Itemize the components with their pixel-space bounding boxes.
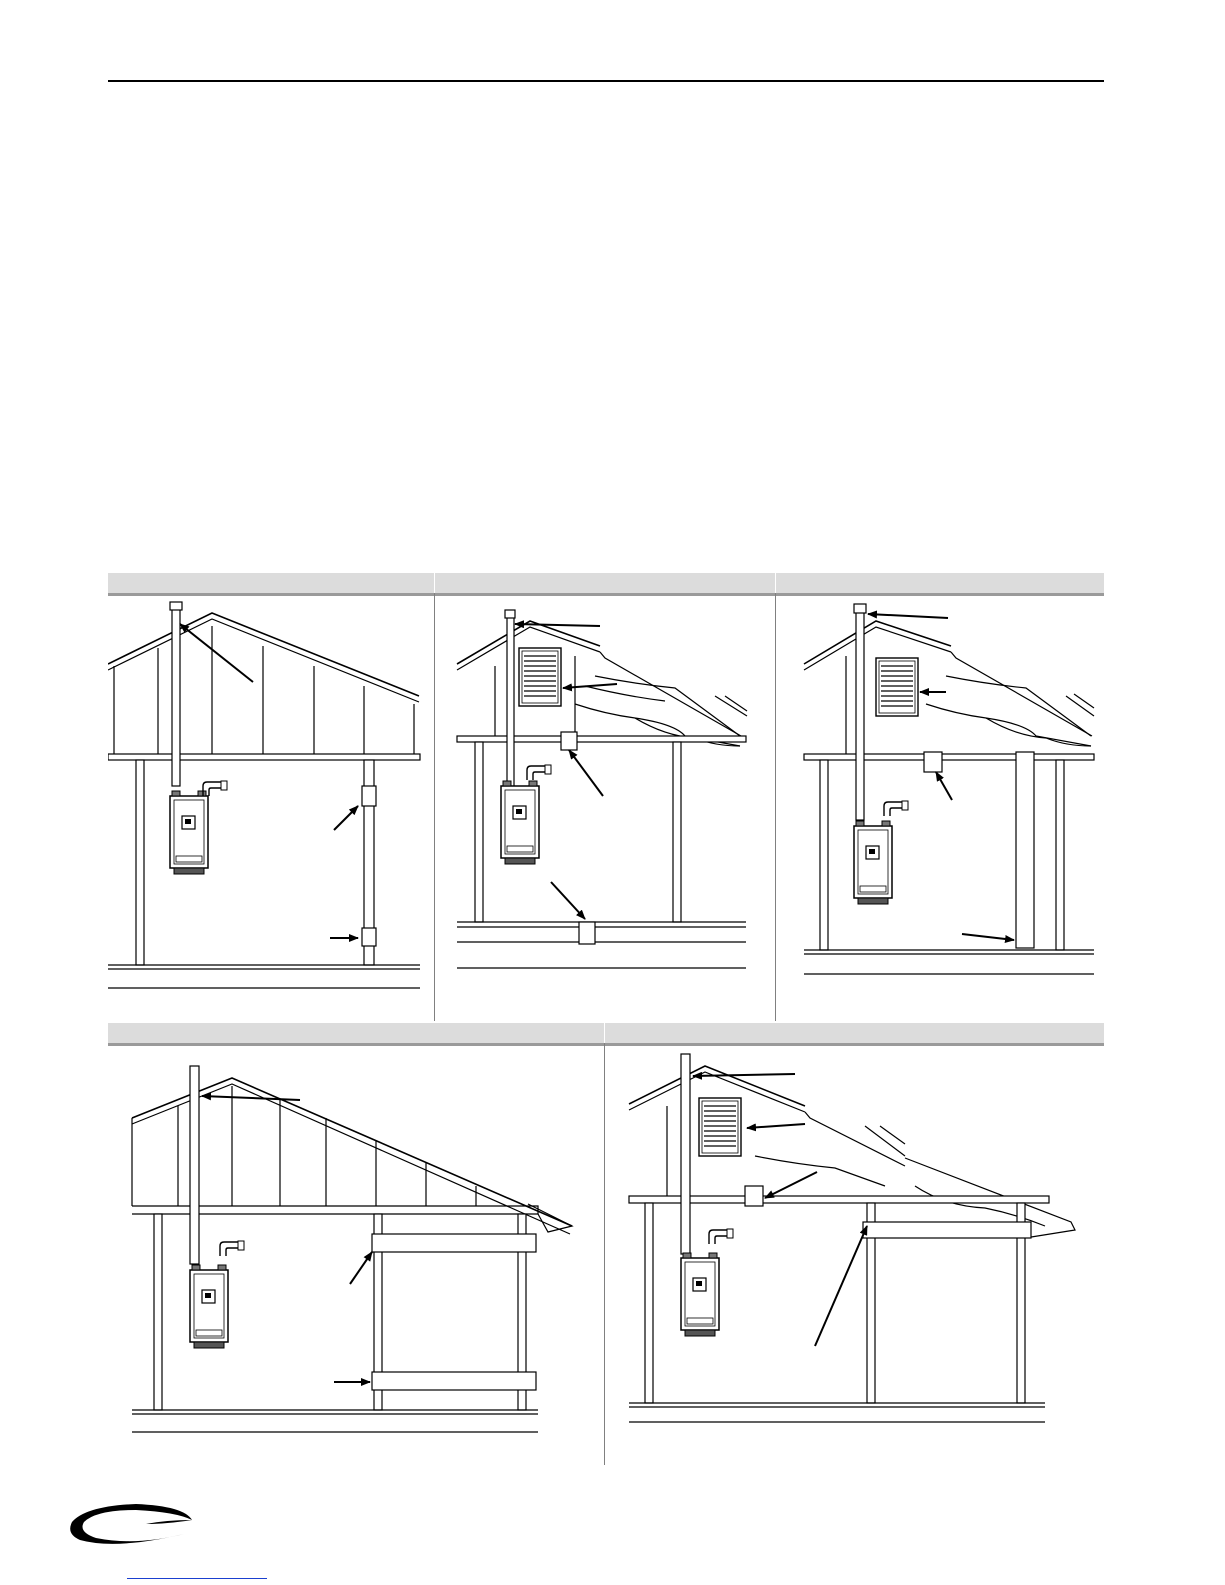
header-rule	[108, 80, 1104, 82]
footer-link[interactable]	[127, 1568, 267, 1579]
figure-panel-5	[605, 1023, 1104, 1465]
figure-panel-2	[435, 573, 775, 1021]
figure-panel-1	[108, 573, 434, 1021]
panel-2-header	[435, 573, 775, 596]
panel-5-header	[605, 1023, 1104, 1046]
figure-panel-3	[776, 573, 1104, 1021]
swoosh-logo-icon	[66, 1494, 196, 1554]
panel-1-header	[108, 573, 434, 596]
panel-4-header	[108, 1023, 604, 1046]
figure-panel-4	[108, 1023, 604, 1465]
panel-1-illustration	[108, 596, 434, 1021]
panel-5-illustration	[605, 1046, 1104, 1465]
panel-4-illustration	[108, 1046, 604, 1465]
panel-3-illustration	[776, 596, 1104, 1021]
panel-2-illustration	[435, 596, 775, 1021]
panel-3-header	[776, 573, 1104, 596]
brand-logo	[66, 1494, 196, 1559]
